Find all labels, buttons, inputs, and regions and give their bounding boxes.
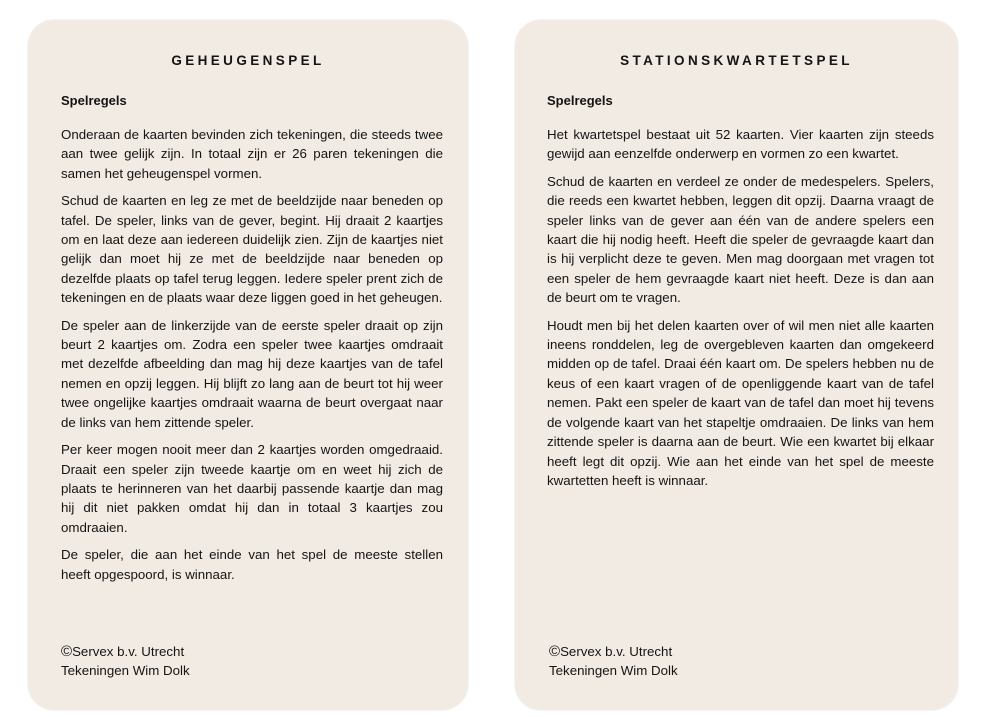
rules-paragraph: Houdt men bij het delen kaarten over of wil men niet alle kaarten ineens ronddelen, leg de overgebleven kaarten dan omgekeerd midden op de tafel. Draai één kaart om. De spelers hebben nu de keus of een kaart vragen of de openliggende kaart van de tafel nemen. Pakt een speler de kaart van de tafel dan moet hij tevens de volgende kaart van het stapeltje omdraaien. De links van hem zittende speler is daarna aan de beurt. Wie een kwartet bij elkaar heeft legt dit opzij. Wie aan het einde van het spel de meeste kwartetten heeft is winnaar. <box>547 317 934 488</box>
rules-text <box>547 125 934 498</box>
card-title: GEHEUGENSPEL <box>171 53 325 68</box>
rules-paragraph: De speler, die aan het einde van het spel de meeste stellen heeft opgespoord, is winnaar. <box>61 547 443 582</box>
publisher-name: Servex b.v. Utrecht <box>560 644 673 659</box>
card-geheugenspel <box>28 20 468 710</box>
illustrator-credit: Tekeningen Wim Dolk <box>549 663 678 678</box>
illustrator-credit: Tekeningen Wim Dolk <box>61 663 190 678</box>
rules-paragraph: Onderaan de kaarten bevinden zich tekeningen, die steeds twee aan twee gelijk zijn. In totaal zijn er 26 paren tekeningen die samen het geheugenspel vormen. <box>61 127 443 181</box>
copyright-icon: © <box>549 643 561 660</box>
copyright-icon: © <box>61 643 73 660</box>
publisher-name: Servex b.v. Utrecht <box>72 644 185 659</box>
publisher-line <box>61 642 190 661</box>
rules-paragraph: Schud de kaarten en leg ze met de beeldzijde naar beneden op tafel. De speler, links van de gever, begint. Hij draait 2 kaartjes om en laat deze aan iedereen duidelijk zien. Zijn de kaartjes niet gelijk dan moet hij ze met de beeldzijde naar beneden op dezelfde plaats op tafel terug leggen. Iedere speler prent zich de tekeningen en de plaats waar deze liggen goed in het geheugen. <box>61 193 443 306</box>
card-stationskwartetspel <box>515 20 958 710</box>
rules-text <box>61 125 443 592</box>
rules-heading: Spelregels <box>61 93 127 108</box>
rules-paragraph: Per keer mogen nooit meer dan 2 kaartjes worden omgedraaid. Draait een speler zijn tweede kaartje om en weet hij zich de plaats te herinneren van het daarbij passende kaartje dan mag hij dit niet pakken omdat hij dan in totaal 3 kaartjes zou omdraaien. <box>61 442 443 535</box>
rules-heading: Spelregels <box>547 93 613 108</box>
rules-paragraph: Schud de kaarten en verdeel ze onder de medespelers. Spelers, die reeds een kwartet hebben, leggen dit opzij. Daarna vraagt de speler links van de gever aan één van de andere spelers een kaart die hij nodig heeft. Heeft die speler de gevraagde kaart dan is hij verplicht deze te geven. Men mag doorgaan met vragen tot een speler de hem gevraagde kaart niet heeft. Deze is dan aan de beurt om te vragen. <box>547 173 934 306</box>
rules-paragraph: Het kwartetspel bestaat uit 52 kaarten. Vier kaarten zijn steeds gewijd aan eenzelfde onderwerp en vormen zo een kwartet. <box>547 127 934 162</box>
rules-paragraph: De speler aan de linkerzijde van de eerste speler draait op zijn beurt 2 kaartjes om. Zodra een speler twee kaartjes omdraait met dezelfde afbeelding dan mag hij deze kaartjes van de tafel nemen en opzij leggen. Hij blijft zo lang aan de beurt tot hij weer twee ongelijke kaartjes omdraait waarna de beurt overgaat naar de links van hem zittende speler. <box>61 317 443 430</box>
publisher-line <box>549 642 678 661</box>
card-footer <box>549 642 678 680</box>
card-footer <box>61 642 190 680</box>
card-title: STATIONSKWARTETSPEL <box>620 53 853 68</box>
